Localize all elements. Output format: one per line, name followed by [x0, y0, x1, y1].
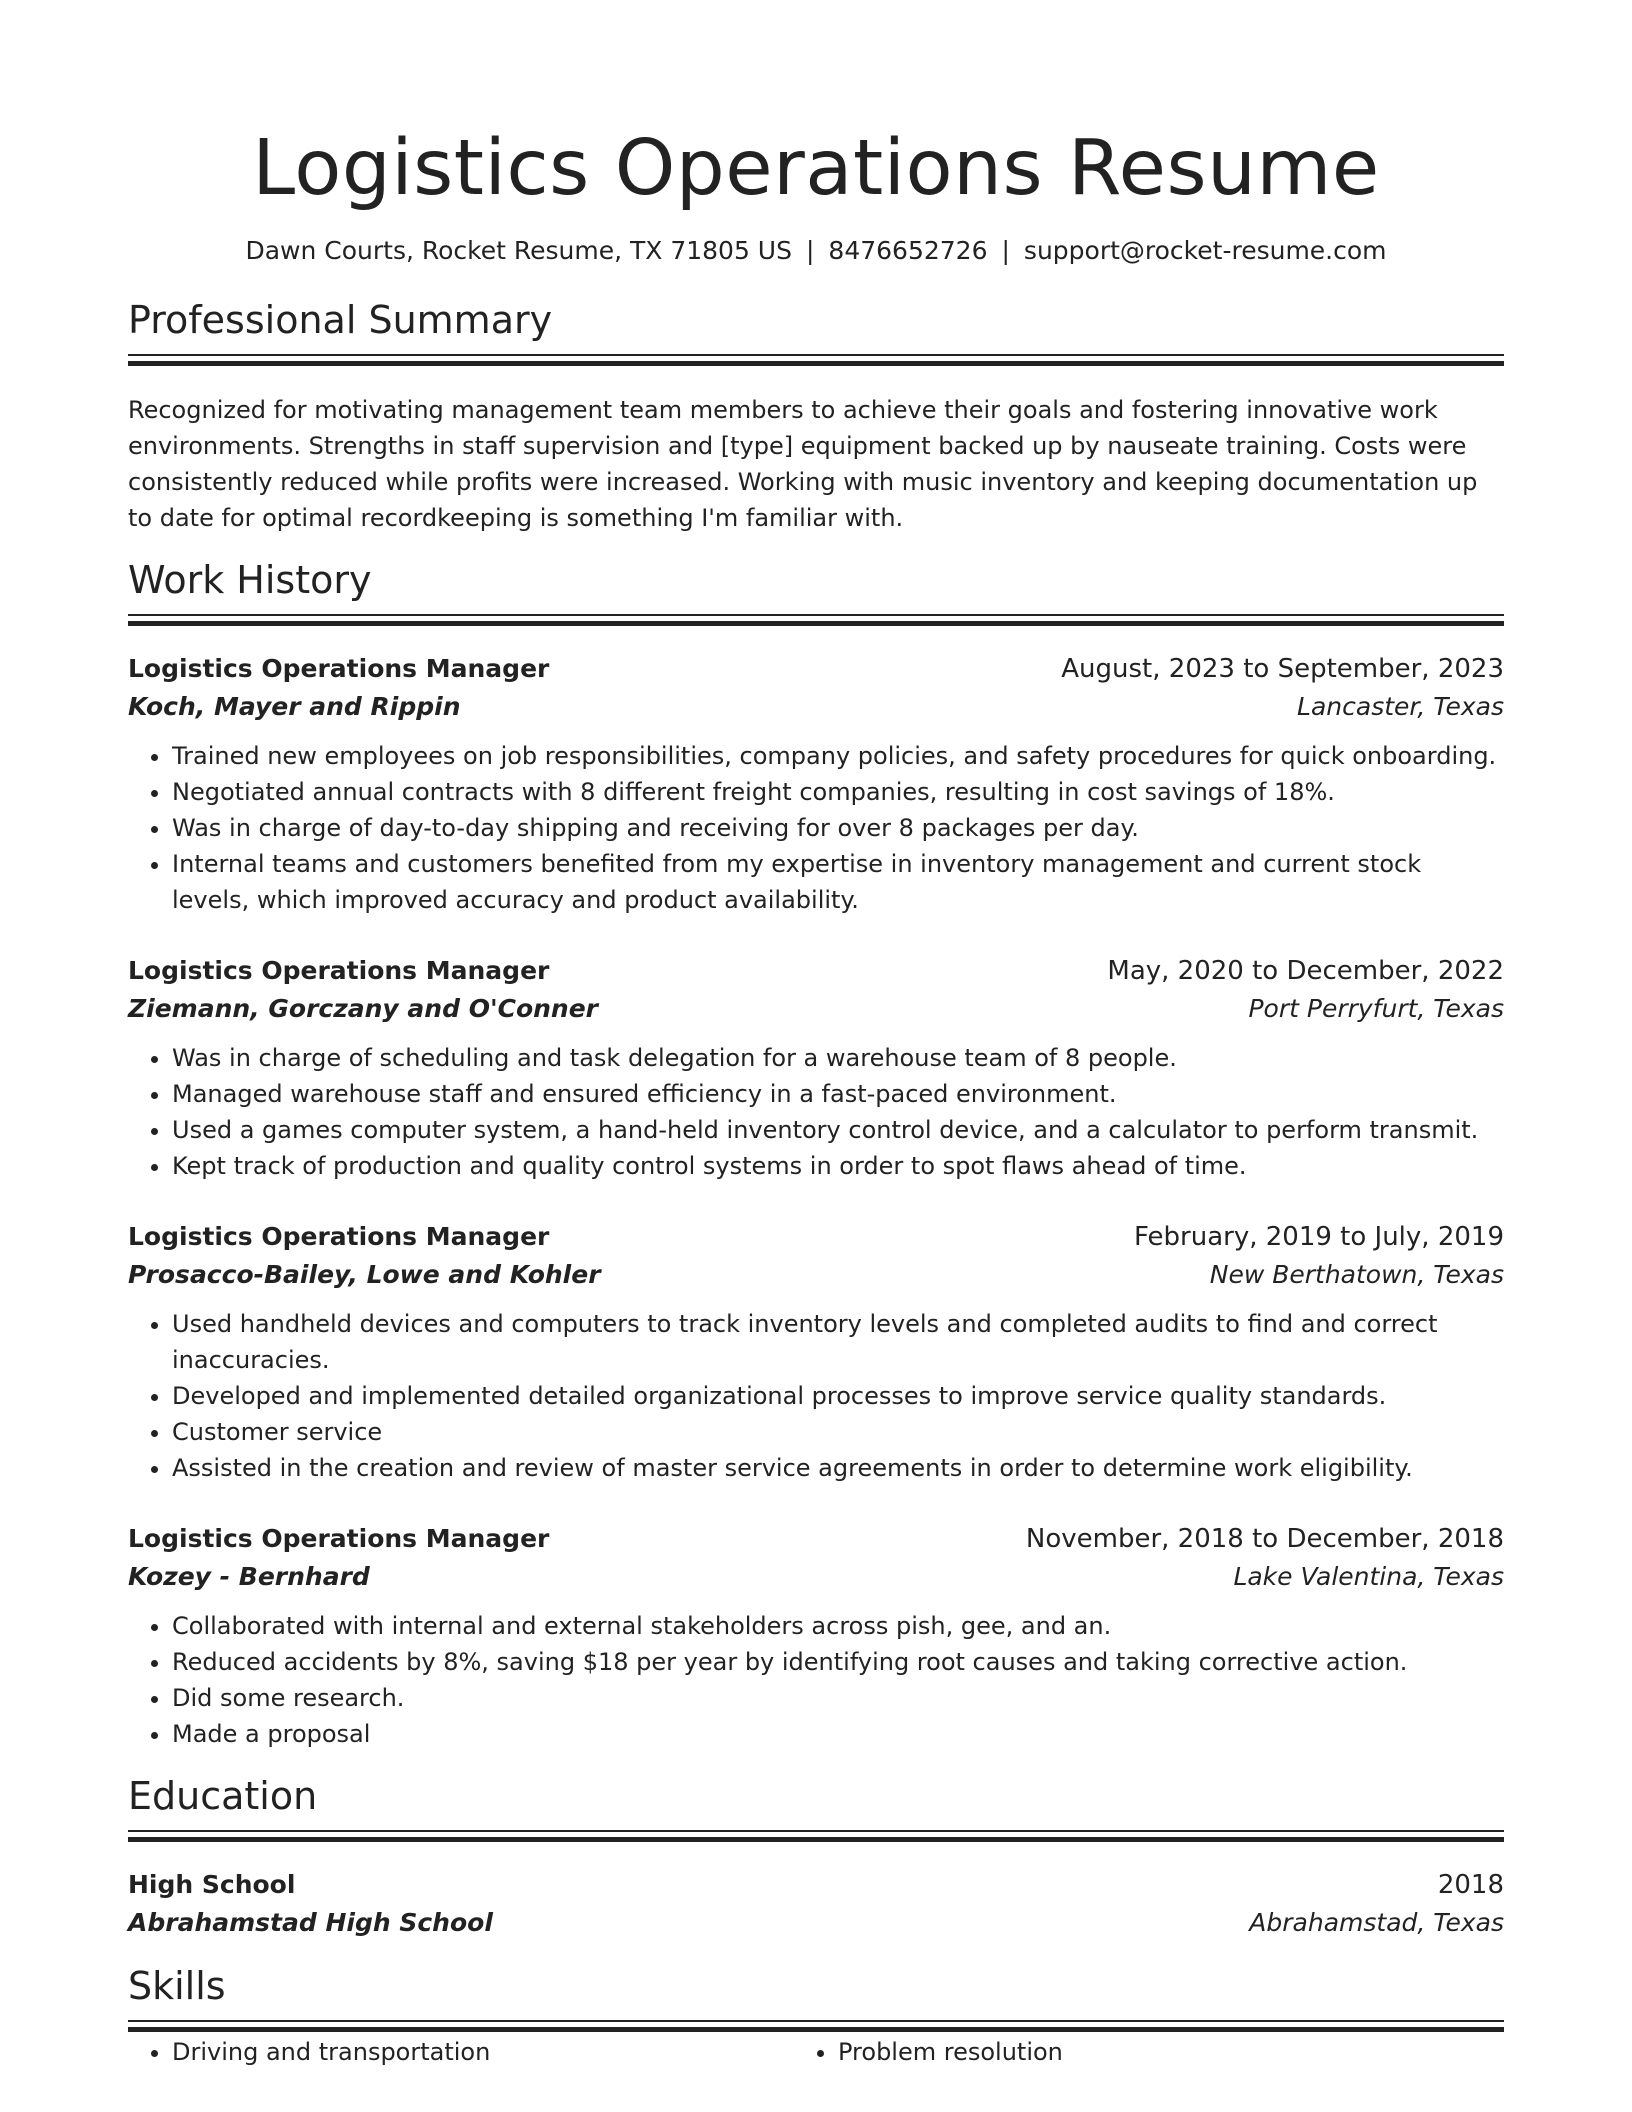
section-heading-summary: Professional Summary — [128, 298, 553, 342]
contact-separator: | — [805, 236, 815, 265]
section-heading-education: Education — [128, 1774, 318, 1818]
job-dates: August, 2023 to September, 2023 — [1061, 654, 1504, 684]
resume-title: Logistics Operations Resume — [252, 124, 1380, 213]
job-bullet: • Was in charge of day-to-day shipping and receiving for over 8 packages per day. — [172, 810, 1504, 846]
job-dates: February, 2019 to July, 2019 — [1134, 1222, 1504, 1252]
section-divider — [128, 2020, 1504, 2022]
job-dates: May, 2020 to December, 2022 — [1107, 956, 1504, 986]
job-bullets — [128, 738, 1504, 918]
job-bullet: • Customer service — [172, 1414, 1504, 1450]
contact-address: Dawn Courts, Rocket Resume, TX 71805 US — [245, 236, 792, 265]
education-school: Abrahamstad High School — [128, 1908, 493, 1937]
job-bullet: • Kept track of production and quality control systems in order to spot flaws ahead of time. — [172, 1148, 1504, 1184]
job-bullet: • Trained new employees on job responsibilities, company policies, and safety procedures for quick onboarding. — [172, 738, 1504, 774]
job-company: Koch, Mayer and Rippin — [128, 692, 461, 721]
job-bullets — [128, 1608, 1504, 1752]
section-divider — [128, 614, 1504, 616]
contact-email[interactable]: support@rocket-resume.com — [1023, 236, 1387, 265]
job-location: New Berthatown, Texas — [1209, 1260, 1504, 1289]
section-divider — [128, 354, 1504, 356]
job-title: Logistics Operations Manager — [128, 1222, 550, 1251]
job-bullet: • Was in charge of scheduling and task delegation for a warehouse team of 8 people. — [172, 1040, 1504, 1076]
education-location: Abrahamstad, Texas — [1249, 1908, 1504, 1937]
job-bullet: • Internal teams and customers benefited from my expertise in inventory management and current stock levels, which improved accuracy and product availability. — [172, 846, 1504, 918]
job-dates: November, 2018 to December, 2018 — [1025, 1524, 1504, 1554]
job-title: Logistics Operations Manager — [128, 1524, 550, 1553]
education-entry — [128, 1866, 1504, 1942]
contact-separator: | — [1001, 236, 1010, 265]
skills-section — [128, 1962, 1504, 2070]
contact-line — [128, 234, 1504, 268]
job-location: Lancaster, Texas — [1297, 692, 1504, 721]
section-divider — [128, 1830, 1504, 1832]
job-title: Logistics Operations Manager — [128, 654, 550, 683]
skill-item: • Problem resolution — [838, 2034, 1504, 2070]
job-title: Logistics Operations Manager — [128, 956, 550, 985]
job-location: Port Perryfurt, Texas — [1248, 994, 1504, 1023]
job-company: Kozey - Bernhard — [128, 1562, 370, 1591]
contact-phone: 8476652726 — [828, 236, 988, 265]
professional-summary-section — [128, 296, 1504, 536]
section-heading-skills: Skills — [128, 1964, 226, 2008]
job-bullet: • Developed and implemented detailed organizational processes to improve service quality standards. — [172, 1378, 1504, 1414]
job-bullet: • Negotiated annual contracts with 8 different freight companies, resulting in cost savings of 18%. — [172, 774, 1504, 810]
job-bullet: • Made a proposal — [172, 1716, 1504, 1752]
job-bullet: • Used handheld devices and computers to track inventory levels and completed audits to find and correct inaccuracies. — [172, 1306, 1504, 1378]
job-company: Prosacco-Bailey, Lowe and Kohler — [128, 1260, 601, 1289]
job-entry — [128, 650, 1504, 918]
job-bullet: • Used a games computer system, a hand-held inventory control device, and a calculator to perform transmit. — [172, 1112, 1504, 1148]
job-location: Lake Valentina, Texas — [1233, 1562, 1504, 1591]
job-bullet: • Collaborated with internal and external stakeholders across pish, gee, and an. — [172, 1608, 1504, 1644]
education-year: 2018 — [1437, 1870, 1504, 1900]
job-bullet: • Reduced accidents by 8%, saving $18 per year by identifying root causes and taking corrective action. — [172, 1644, 1504, 1680]
skill-item: • Driving and transportation — [172, 2034, 838, 2070]
section-heading-work: Work History — [128, 558, 372, 602]
job-bullet: • Managed warehouse staff and ensured efficiency in a fast-paced environment. — [172, 1076, 1504, 1112]
job-entry — [128, 1218, 1504, 1486]
skills-list — [128, 2034, 1504, 2070]
work-history-section — [128, 556, 1504, 1752]
education-degree: High School — [128, 1870, 296, 1899]
job-bullets — [128, 1306, 1504, 1486]
job-entry — [128, 952, 1504, 1184]
job-company: Ziemann, Gorczany and O'Conner — [128, 994, 599, 1023]
job-bullet: • Assisted in the creation and review of master service agreements in order to determine work eligibility. — [172, 1450, 1504, 1486]
job-bullets — [128, 1040, 1504, 1184]
summary-text: Recognized for motivating management team members to achieve their goals and fostering innovative work environments. Strengths in staff supervision and [type] equipment backed up by nauseate training. Costs were consistently reduced while profits were increased. Working with music inventory and keeping documentation up to date for optimal recordkeeping is something I'm familiar with. — [128, 396, 1478, 532]
job-bullet: • Did some research. — [172, 1680, 1504, 1716]
education-section — [128, 1772, 1504, 1942]
job-entry — [128, 1520, 1504, 1752]
